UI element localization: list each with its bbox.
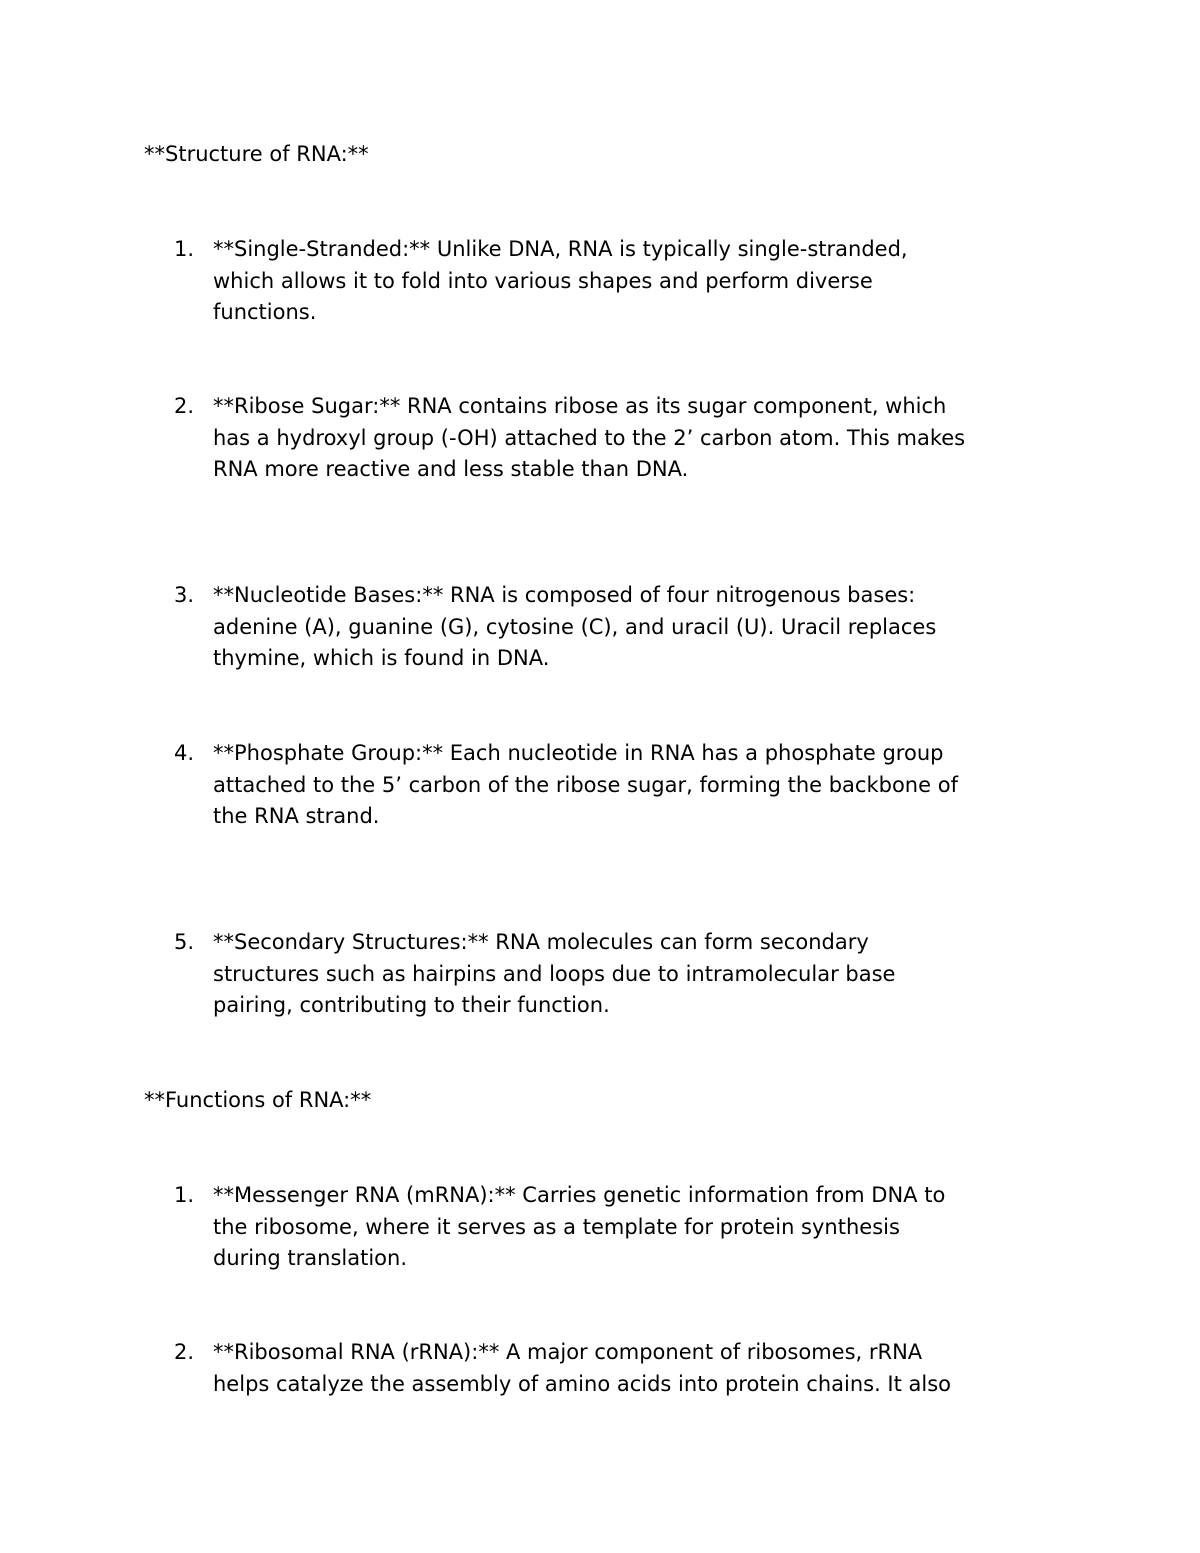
item-text bbox=[213, 391, 1073, 486]
item-line: **Ribosomal RNA (rRNA):** A major component of ribosomes, rRNA bbox=[213, 1340, 923, 1364]
item-text bbox=[213, 738, 1073, 833]
item-line: adenine (A), guanine (G), cytosine (C), and uracil (U). Uracil replaces bbox=[213, 614, 937, 639]
item-number: 2. bbox=[174, 394, 195, 418]
item-line: pairing, contributing to their function. bbox=[213, 993, 610, 1017]
item-number: 1. bbox=[174, 1183, 195, 1207]
item-number: 3. bbox=[174, 583, 195, 607]
item-line: has a hydroxyl group (-OH) attached to the 2’ carbon atom. This makes bbox=[213, 425, 966, 450]
functions-heading: **Functions of RNA:** bbox=[144, 1088, 372, 1112]
item-number: 5. bbox=[174, 930, 195, 954]
item-line: which allows it to fold into various shapes and perform diverse bbox=[213, 268, 873, 293]
item-line: structures such as hairpins and loops due to intramolecular base bbox=[213, 961, 896, 986]
item-line: **Phosphate Group:** Each nucleotide in RNA has a phosphate group bbox=[213, 741, 944, 765]
item-number: 2. bbox=[174, 1340, 195, 1364]
item-line: RNA more reactive and less stable than DNA. bbox=[213, 457, 689, 481]
item-text bbox=[213, 1337, 1073, 1400]
item-number: 4. bbox=[174, 741, 195, 765]
item-text bbox=[213, 580, 1073, 675]
item-line: the ribosome, where it serves as a template for protein synthesis bbox=[213, 1214, 900, 1239]
item-line: **Secondary Structures:** RNA molecules can form secondary bbox=[213, 930, 869, 954]
item-line: thymine, which is found in DNA. bbox=[213, 646, 550, 670]
item-text bbox=[213, 927, 1073, 1022]
item-line: helps catalyze the assembly of amino acids into protein chains. It also bbox=[213, 1371, 952, 1396]
item-number: 1. bbox=[174, 237, 195, 261]
item-text bbox=[213, 1180, 1073, 1275]
structure-heading: **Structure of RNA:** bbox=[144, 142, 369, 166]
item-line: **Nucleotide Bases:** RNA is composed of four nitrogenous bases: bbox=[213, 583, 916, 607]
item-line: during translation. bbox=[213, 1246, 408, 1270]
item-line: **Single-Stranded:** Unlike DNA, RNA is typically single-stranded, bbox=[213, 237, 908, 261]
item-line: functions. bbox=[213, 300, 317, 324]
item-line: **Messenger RNA (mRNA):** Carries genetic information from DNA to bbox=[213, 1183, 946, 1207]
item-line: **Ribose Sugar:** RNA contains ribose as its sugar component, which bbox=[213, 394, 947, 418]
item-text bbox=[213, 234, 1073, 329]
item-line: attached to the 5’ carbon of the ribose sugar, forming the backbone of bbox=[213, 772, 958, 797]
item-line: the RNA strand. bbox=[213, 804, 380, 828]
